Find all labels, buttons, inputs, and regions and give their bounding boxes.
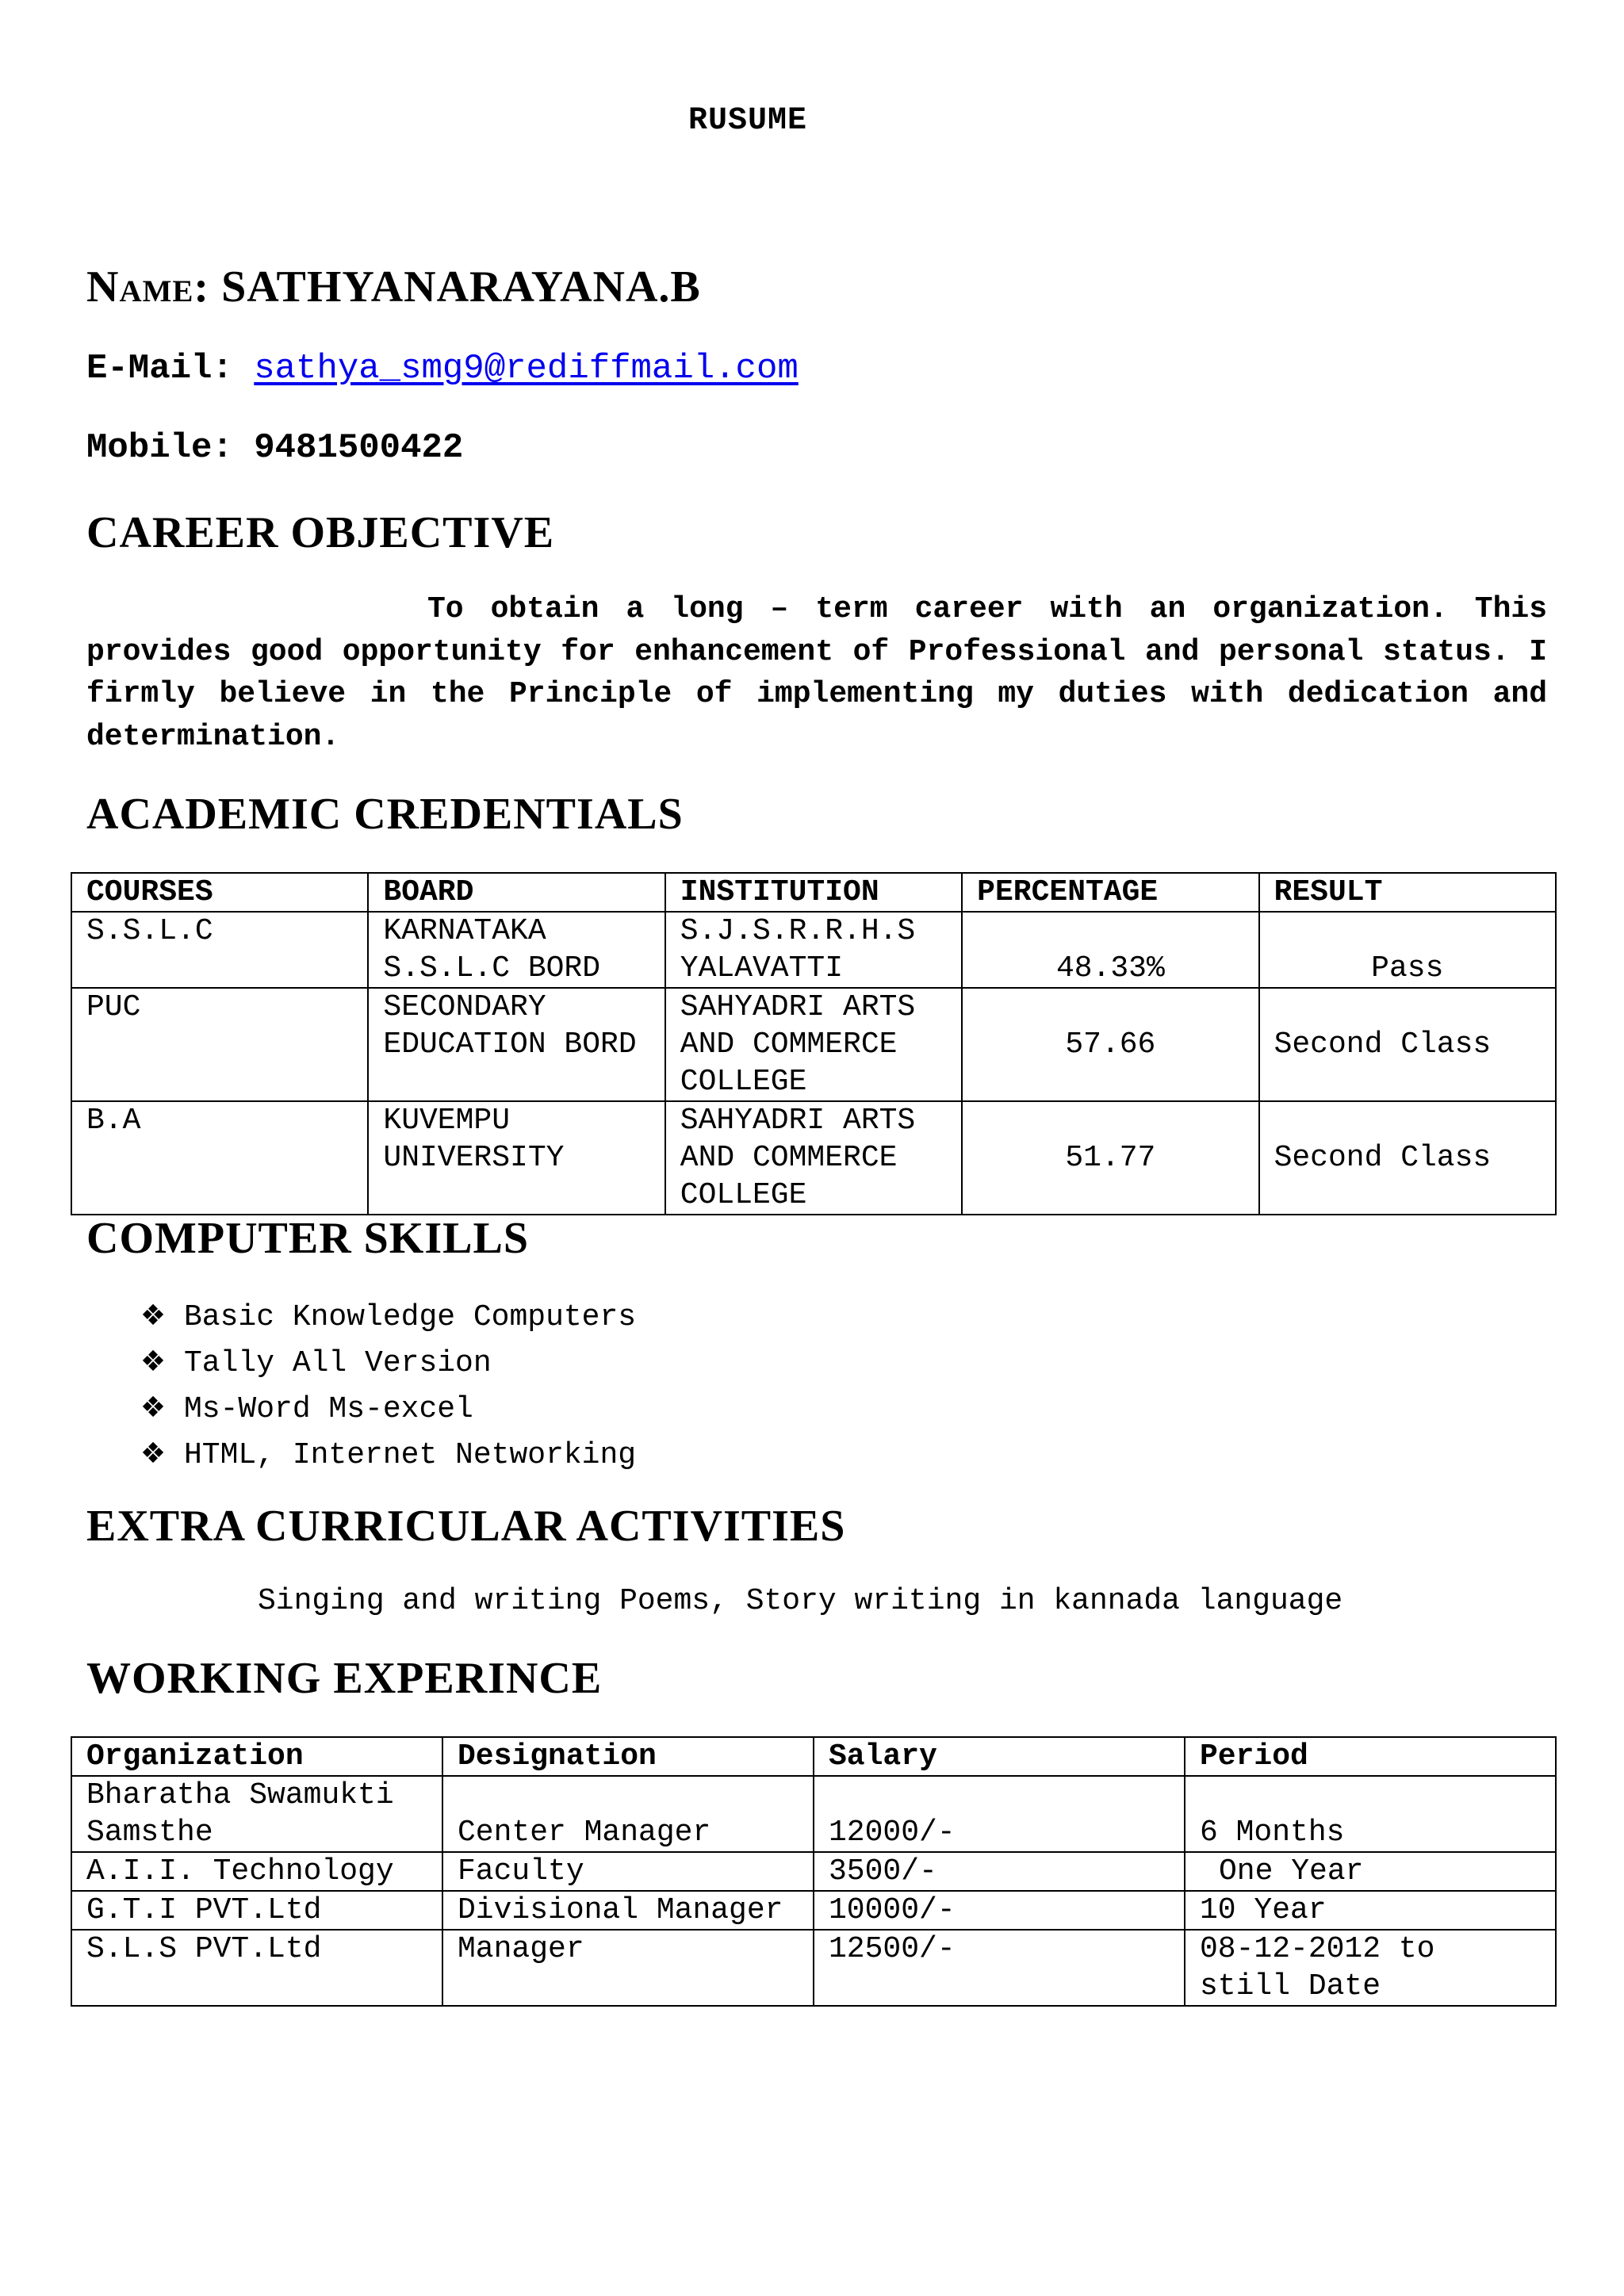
- table-row: [71, 1101, 1556, 1215]
- institution-cell: SAHYADRI ARTS AND COMMERCE COLLEGE: [665, 1101, 962, 1215]
- diamond-bullet-icon: ❖: [140, 1299, 167, 1332]
- column-header-salary: Salary: [814, 1737, 1185, 1776]
- academic-credentials-table: [71, 872, 1557, 1215]
- board-cell: KARNATAKA S.S.L.C BORD: [368, 912, 665, 988]
- percentage-cell: 48.33%: [962, 912, 1258, 988]
- computer-skills-list: [135, 1294, 636, 1478]
- skill-text: HTML, Internet Networking: [184, 1438, 637, 1472]
- designation-cell: Divisional Manager: [442, 1891, 814, 1930]
- organization-cell: S.L.S PVT.Ltd: [71, 1930, 442, 2006]
- column-header-result: RESULT: [1259, 873, 1556, 912]
- mobile-label: Mobile:: [86, 428, 233, 468]
- skill-text: Tally All Version: [184, 1346, 492, 1380]
- column-header-organization: Organization: [71, 1737, 442, 1776]
- result-cell: Pass: [1259, 912, 1556, 988]
- working-experience-heading: WORKING EXPERINCE: [86, 1654, 603, 1703]
- organization-cell: A.I.I. Technology: [71, 1852, 442, 1891]
- period-cell: 6 Months: [1185, 1776, 1556, 1852]
- table-row: [71, 912, 1556, 988]
- table-row: [71, 1776, 1556, 1852]
- extra-curricular-text: Singing and writing Poems, Story writing in kannada language: [258, 1584, 1343, 1618]
- table-row: [71, 1930, 1556, 2006]
- table-row: [71, 988, 1556, 1101]
- designation-cell: Faculty: [442, 1852, 814, 1891]
- working-experience-table: [71, 1736, 1557, 2007]
- salary-cell: 12500/-: [814, 1930, 1185, 2006]
- column-header-period: Period: [1185, 1737, 1556, 1776]
- period-cell: 10 Year: [1185, 1891, 1556, 1930]
- list-item: [135, 1340, 636, 1386]
- email-line: [86, 349, 799, 388]
- board-cell: KUVEMPU UNIVERSITY: [368, 1101, 665, 1215]
- skill-text: Ms-Word Ms-excel: [184, 1392, 473, 1426]
- salary-cell: 3500/-: [814, 1852, 1185, 1891]
- document-title: RUSUME: [688, 103, 808, 139]
- career-objective-heading: CAREER OBJECTIVE: [86, 508, 555, 557]
- board-cell: SECONDARY EDUCATION BORD: [368, 988, 665, 1101]
- designation-cell: Manager: [442, 1930, 814, 2006]
- salary-cell: 10000/-: [814, 1891, 1185, 1930]
- column-header-designation: Designation: [442, 1737, 814, 1776]
- result-cell: Second Class: [1259, 1101, 1556, 1215]
- course-cell: PUC: [71, 988, 368, 1101]
- column-header-percentage: PERCENTAGE: [962, 873, 1258, 912]
- skill-text: Basic Knowledge Computers: [184, 1300, 637, 1334]
- designation-cell: Center Manager: [442, 1776, 814, 1852]
- name-heading: Name: SATHYANARAYANA.B: [86, 262, 701, 312]
- table-header-row: [71, 873, 1556, 912]
- course-cell: S.S.L.C: [71, 912, 368, 988]
- column-header-institution: INSTITUTION: [665, 873, 962, 912]
- diamond-bullet-icon: ❖: [140, 1345, 167, 1378]
- email-label: E-Mail:: [86, 349, 233, 388]
- institution-cell: S.J.S.R.R.H.S YALAVATTI: [665, 912, 962, 988]
- column-header-board: BOARD: [368, 873, 665, 912]
- table-row: [71, 1852, 1556, 1891]
- diamond-bullet-icon: ❖: [140, 1391, 167, 1424]
- organization-cell: Bharatha Swamukti Samsthe: [71, 1776, 442, 1852]
- diamond-bullet-icon: ❖: [140, 1437, 167, 1470]
- organization-cell: G.T.I PVT.Ltd: [71, 1891, 442, 1930]
- academic-credentials-heading: ACADEMIC CREDENTIALS: [86, 790, 684, 839]
- mobile-line: [86, 428, 463, 468]
- computer-skills-heading: COMPUTER SKILLS: [86, 1214, 529, 1263]
- course-cell: B.A: [71, 1101, 368, 1215]
- institution-cell: SAHYADRI ARTS AND COMMERCE COLLEGE: [665, 988, 962, 1101]
- percentage-cell: 51.77: [962, 1101, 1258, 1215]
- salary-cell: 12000/-: [814, 1776, 1185, 1852]
- table-row: [71, 1891, 1556, 1930]
- list-item: [135, 1386, 636, 1432]
- career-objective-text: To obtain a long – term career with an organization. This provides good opportunity for enhancement of Professional and personal status. I firmly believe in the Principle of implementing my duties with dedication and determination.: [86, 592, 1547, 754]
- percentage-cell: 57.66: [962, 988, 1258, 1101]
- result-cell: Second Class: [1259, 988, 1556, 1101]
- period-cell: 08-12-2012 to still Date: [1185, 1930, 1556, 2006]
- period-cell: One Year: [1185, 1852, 1556, 1891]
- list-item: [135, 1294, 636, 1340]
- column-header-courses: COURSES: [71, 873, 368, 912]
- table-header-row: [71, 1737, 1556, 1776]
- email-link[interactable]: sathya_smg9@rediffmail.com: [254, 349, 799, 388]
- extra-curricular-heading: EXTRA CURRICULAR ACTIVITIES: [86, 1502, 846, 1551]
- list-item: [135, 1432, 636, 1478]
- mobile-value: 9481500422: [254, 428, 464, 468]
